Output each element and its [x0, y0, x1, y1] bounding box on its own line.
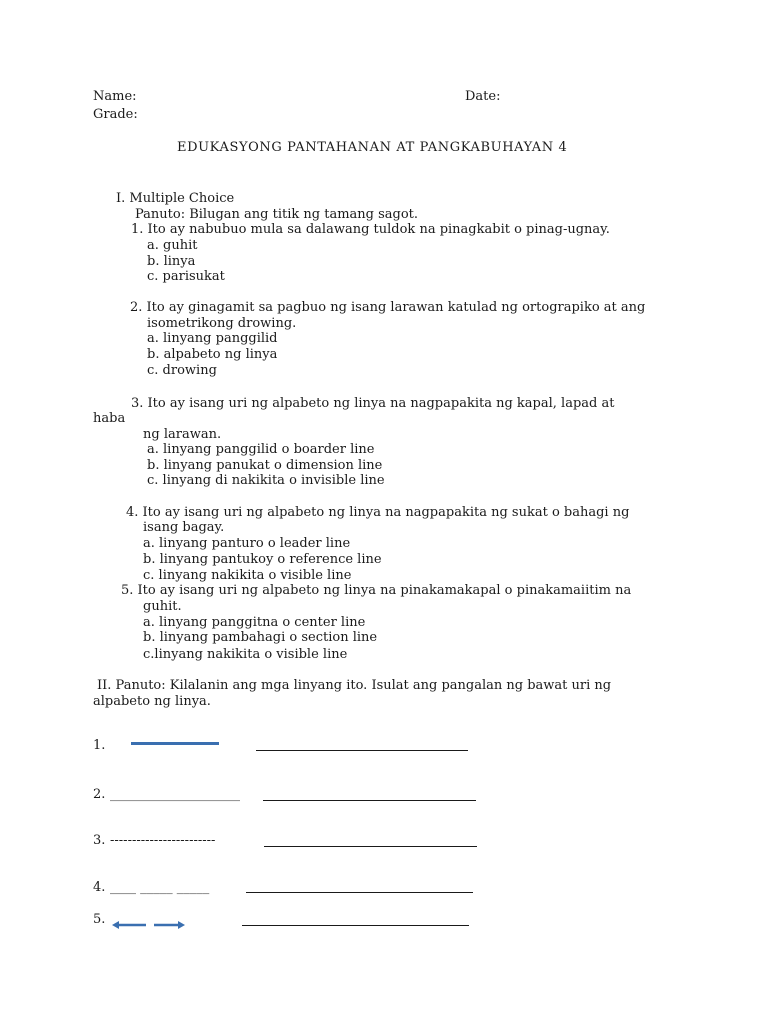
- section-instruction-identify: II. Panuto: Kilalanin ang mga linyang ito. Isulat ang pangalan ng bawat uri ng: [97, 678, 612, 693]
- answer-blank[interactable]: [256, 750, 468, 751]
- page-title: EDUKASYONG PANTAHANAN AT PANGKABUHAYAN 4: [177, 140, 568, 155]
- grade-label: Grade:: [93, 107, 138, 122]
- answer-blank[interactable]: [242, 925, 469, 926]
- choice-a: a. linyang panggitna o center line: [143, 615, 366, 630]
- section-instruction-continued: alpabeto ng linya.: [93, 694, 211, 709]
- choice-b: b. linyang pambahagi o section line: [143, 630, 378, 645]
- choice-a: a. guhit: [147, 238, 198, 253]
- item-number: 1.: [93, 738, 106, 753]
- dashed-line-sample: ------------------------: [110, 833, 216, 848]
- section-heading-multiple-choice: I. Multiple Choice: [116, 191, 235, 206]
- section-instruction: Panuto: Bilugan ang titik ng tamang sagot.: [135, 207, 419, 222]
- broken-line-sample: ____ _____ _____: [110, 880, 210, 895]
- choice-c: c.linyang nakikita o visible line: [143, 647, 348, 662]
- question-text-continued: isang bagay.: [143, 520, 225, 535]
- item-number: 4.: [93, 880, 106, 895]
- item-number: 2.: [93, 787, 106, 802]
- question-text: 1. Ito ay nabubuo mula sa dalawang tuldok na pinagkabit o pinag-ugnay.: [131, 222, 610, 237]
- choice-c: c. linyang di nakikita o invisible line: [147, 473, 385, 488]
- choice-b: b. alpabeto ng linya: [147, 347, 278, 362]
- choice-a: a. linyang panggilid: [147, 331, 278, 346]
- answer-blank[interactable]: [246, 892, 473, 893]
- date-label: Date:: [465, 89, 501, 104]
- answer-blank[interactable]: [263, 800, 476, 801]
- answer-blank[interactable]: [264, 846, 477, 847]
- question-text: 4. Ito ay isang uri ng alpabeto ng linya na nagpapakita ng sukat o bahagi ng: [126, 505, 630, 520]
- choice-a: a. linyang panggilid o boarder line: [147, 442, 375, 457]
- question-text: 2. Ito ay ginagamit sa pagbuo ng isang larawan katulad ng ortograpiko at ang: [130, 300, 646, 315]
- question-text-continued: guhit.: [143, 599, 182, 614]
- line-sample: ____________________: [110, 787, 240, 802]
- choice-c: c. drowing: [147, 363, 217, 378]
- thick-line-sample: [131, 742, 219, 745]
- question-text-continued: ng larawan.: [143, 427, 222, 442]
- question-text-wrap: haba: [93, 411, 126, 426]
- choice-b: b. linyang panukat o dimension line: [147, 458, 383, 473]
- choice-a: a. linyang panturo o leader line: [143, 536, 351, 551]
- name-label: Name:: [93, 89, 137, 104]
- item-number: 3.: [93, 833, 106, 848]
- item-number: 5.: [93, 912, 106, 927]
- choice-b: b. linya: [147, 254, 196, 269]
- arrows-sample-icon: [110, 918, 190, 932]
- question-text-continued: isometrikong drowing.: [147, 316, 297, 331]
- question-text: 5. Ito ay isang uri ng alpabeto ng linya na pinakamakapal o pinakamaiitim na: [121, 583, 632, 598]
- choice-c: c. linyang nakikita o visible line: [143, 568, 352, 583]
- choice-b: b. linyang pantukoy o reference line: [143, 552, 382, 567]
- choice-c: c. parisukat: [147, 269, 225, 284]
- question-text: 3. Ito ay isang uri ng alpabeto ng linya na nagpapakita ng kapal, lapad at: [131, 396, 615, 411]
